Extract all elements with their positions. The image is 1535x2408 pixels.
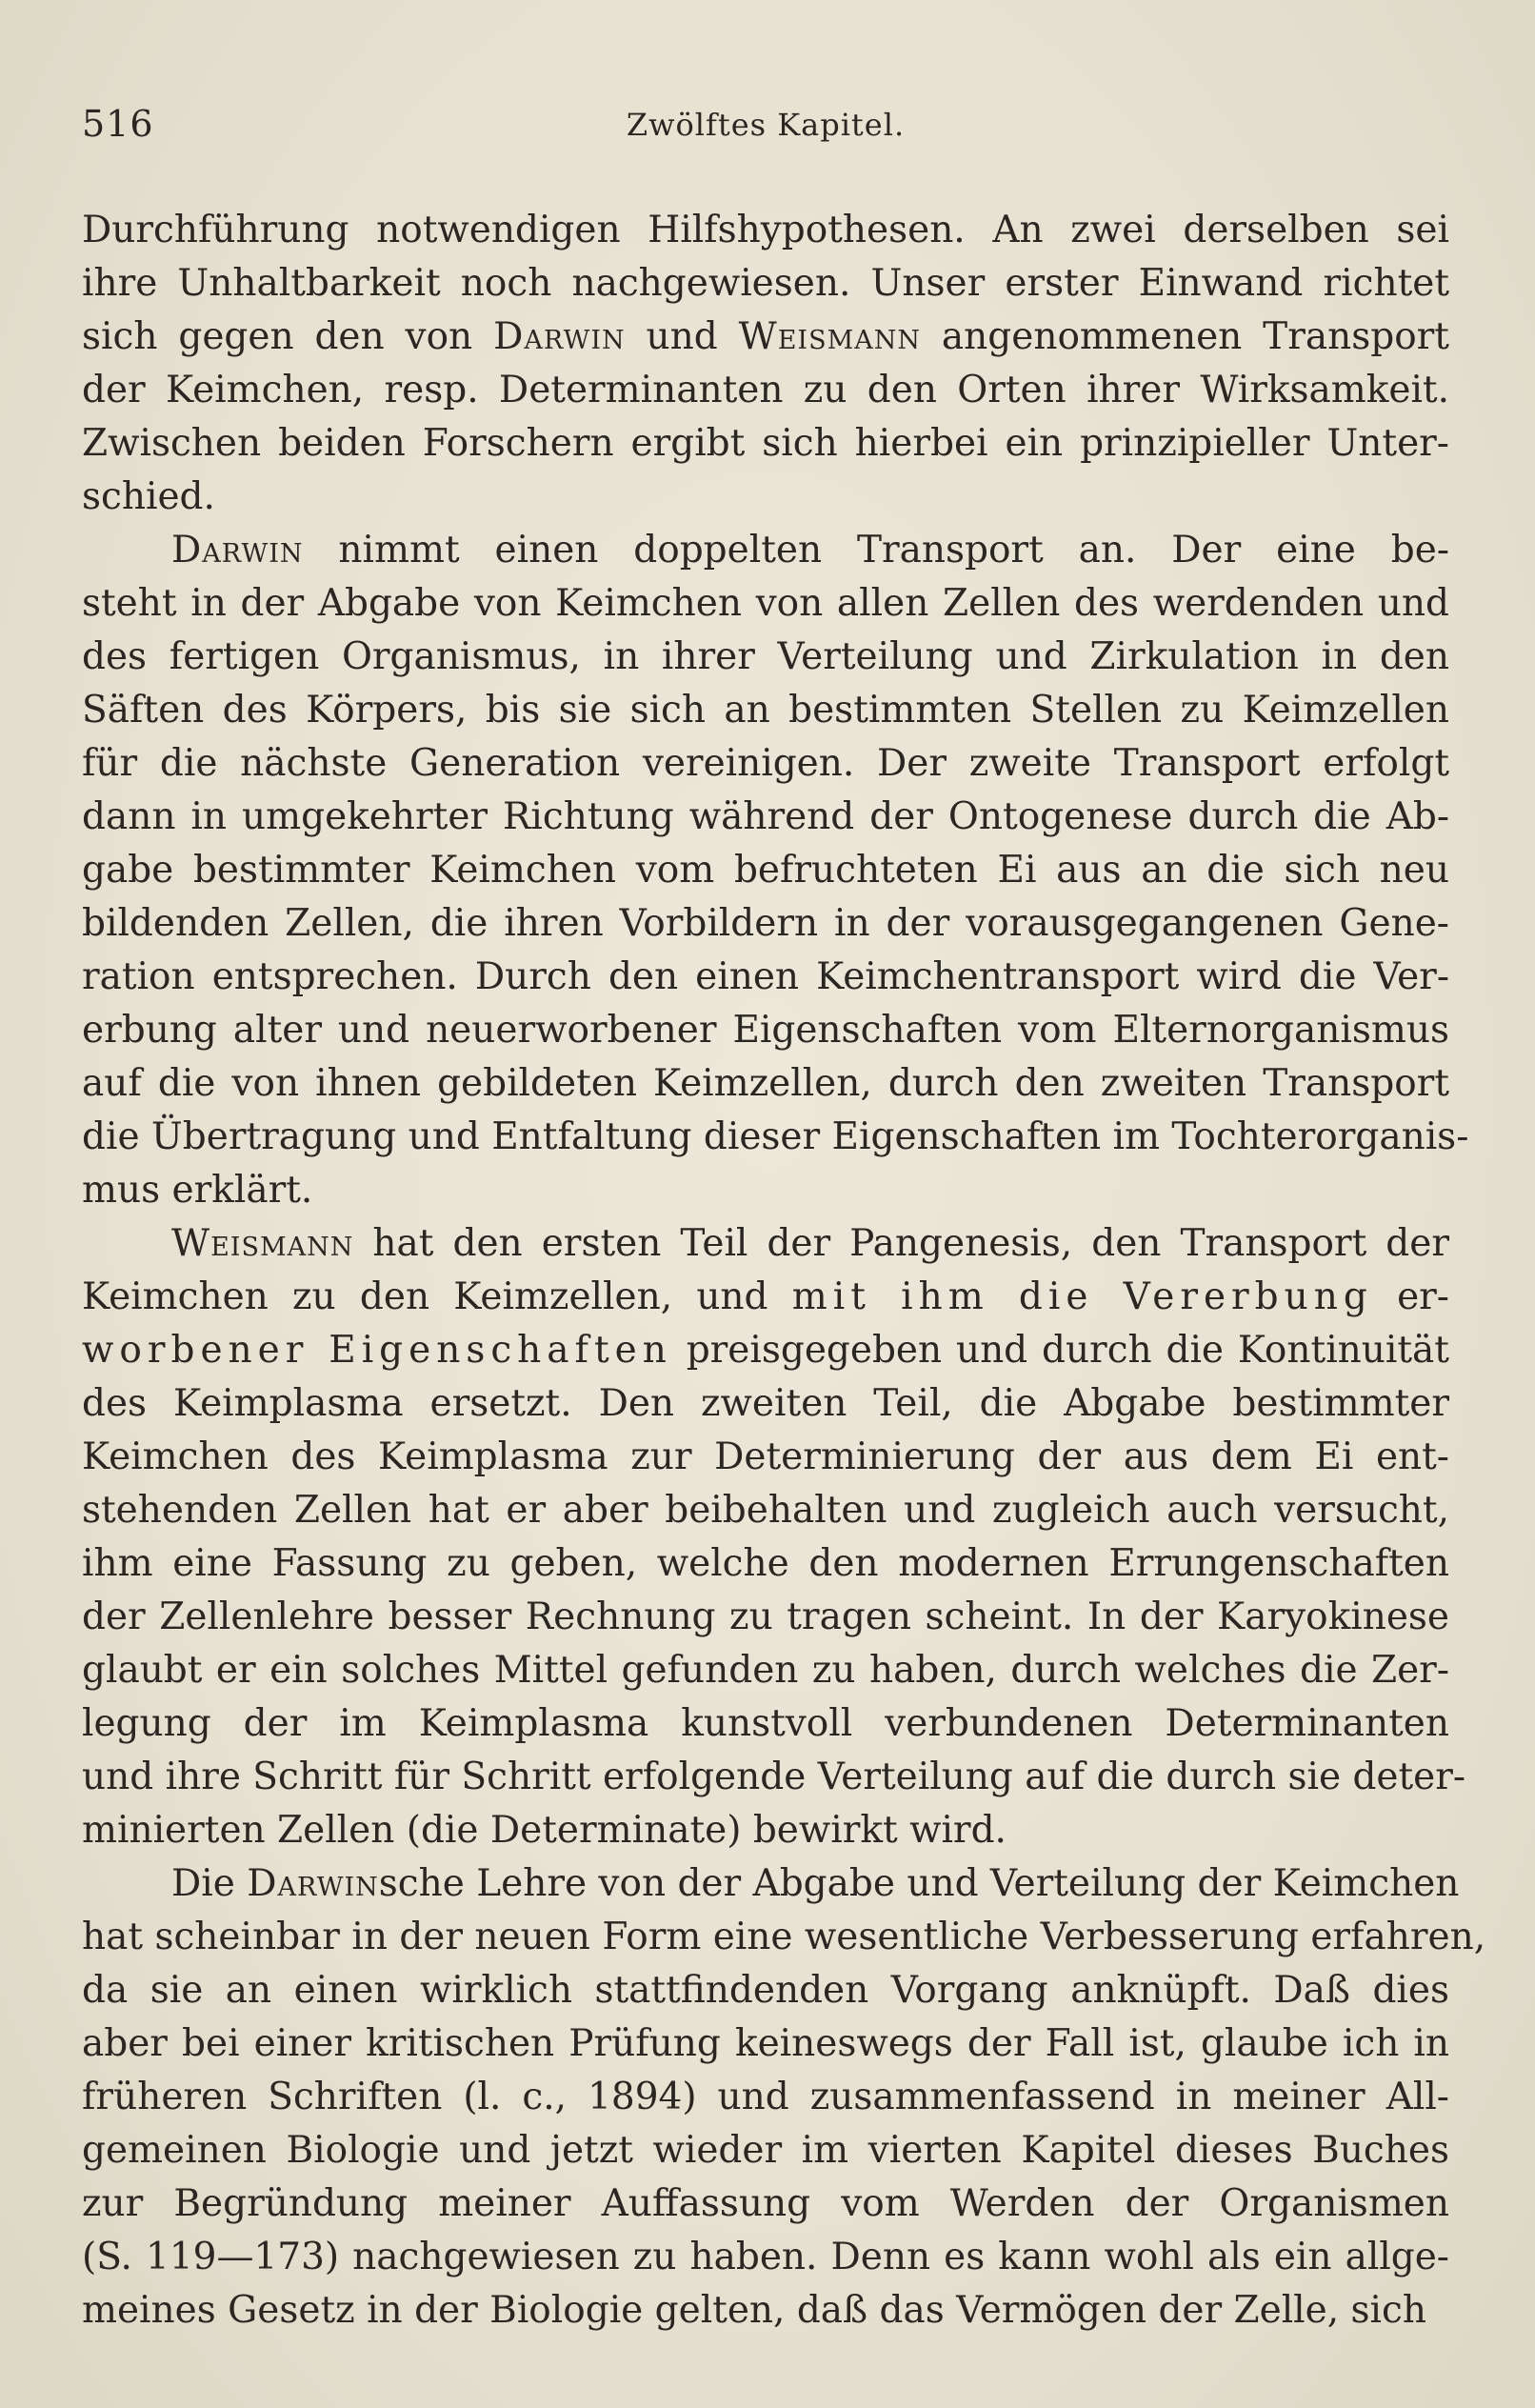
text-segment: Durchführung notwendigen Hilfshypothesen. An zwei derselben sei — [82, 209, 1449, 251]
author-name: Darwin — [171, 529, 304, 572]
text-segment: der Zellenlehre besser Rechnung zu tragen scheint. In der Karyokinese — [82, 1595, 1449, 1638]
paragraph — [82, 204, 1449, 524]
text-line — [82, 684, 1449, 737]
text-line — [82, 1271, 1449, 1324]
text-segment: schied. — [82, 475, 215, 518]
text-segment: früheren Schriften (l. c., 1894) und zusammenfassend in meiner All- — [82, 2076, 1449, 2118]
text-line — [82, 2017, 1449, 2071]
text-segment: Zwischen beiden Forschern ergibt sich hierbei ein prinzipieller Unter- — [82, 422, 1449, 465]
text-segment: auf die von ihnen gebildeten Keimzellen, durch den zweiten Transport — [82, 1062, 1449, 1105]
text-line — [82, 1911, 1486, 1964]
text-line — [82, 1591, 1449, 1644]
text-line — [82, 311, 1449, 364]
text-segment: Die — [171, 1862, 248, 1905]
running-title: Zwölftes Kapitel. — [626, 107, 906, 143]
author-name: Darwin — [493, 315, 626, 358]
emphasis-text: mit ihm die Vererbung — [791, 1275, 1373, 1318]
text-line — [82, 524, 1449, 577]
text-segment: (S. 119—173) nachgewiesen zu haben. Denn es kann wohl als ein allge- — [82, 2236, 1449, 2278]
text-segment: hat den ersten Teil der Pangenesis, den Transport der — [353, 1222, 1449, 1265]
text-line — [82, 1057, 1449, 1111]
text-segment: angenommenen Transport — [921, 315, 1449, 358]
text-segment: minierten Zellen (die Determinate) bewirkt wird. — [82, 1809, 1007, 1852]
text-segment: gabe bestimmter Keimchen vom befruchteten Ei aus an die sich neu — [82, 849, 1449, 892]
text-line — [82, 1217, 1449, 1271]
text-line — [82, 1377, 1449, 1431]
text-segment: dann in umgekehrter Richtung während der Ontogenese durch die Ab- — [82, 795, 1449, 838]
text-line — [82, 951, 1449, 1004]
text-line — [82, 2124, 1449, 2177]
text-line — [82, 1751, 1466, 1804]
text-line — [82, 737, 1449, 791]
text-segment: ihre Unhaltbarkeit noch nachgewiesen. Unser erster Einwand richtet — [82, 262, 1449, 305]
text-segment: da sie an einen wirklich stattfindenden Vorgang anknüpft. Daß dies — [82, 1969, 1449, 2012]
text-segment: des Keimplasma ersetzt. Den zweiten Teil, die Abgabe bestimmter — [82, 1382, 1449, 1425]
text-segment: und — [625, 315, 739, 358]
page-number: 516 — [82, 103, 154, 145]
text-line — [82, 1111, 1469, 1164]
text-line — [82, 897, 1449, 951]
text-line — [82, 1697, 1449, 1751]
text-line — [82, 2231, 1449, 2284]
text-segment: Keimchen zu den Keimzellen, und — [82, 1275, 792, 1318]
text-segment: für die nächste Generation vereinigen. Der zweite Transport erfolgt — [82, 742, 1449, 785]
text-line — [82, 577, 1449, 631]
text-segment: Säften des Körpers, bis sie sich an bestimmten Stellen zu Keimzellen — [82, 689, 1449, 732]
text-segment: legung der im Keimplasma kunstvoll verbundenen Determinanten — [82, 1702, 1449, 1745]
text-segment: meines Gesetz in der Biologie gelten, daß das Vermögen der Zelle, sich — [82, 2289, 1426, 2332]
text-line — [82, 1164, 1449, 1217]
author-name: Weismann — [738, 315, 921, 358]
text-line — [82, 417, 1449, 471]
text-segment: nimmt einen doppelten Transport an. Der eine be- — [303, 529, 1449, 572]
text-segment: stehenden Zellen hat er aber beibehalten und zugleich auch versucht, — [82, 1489, 1449, 1532]
text-line — [82, 2071, 1449, 2124]
text-segment: zur Begründung meiner Auffassung vom Werden der Organismen — [82, 2182, 1449, 2225]
text-segment: er- — [1372, 1275, 1449, 1318]
text-segment: hat scheinbar in der neuen Form eine wesentliche Verbesserung erfahren, — [82, 1916, 1486, 1958]
text-line — [82, 1857, 1460, 1911]
text-segment: ihm eine Fassung zu geben, welche den modernen Errungenschaften — [82, 1542, 1449, 1585]
text-line — [82, 1644, 1449, 1697]
text-segment: und ihre Schritt für Schritt erfolgende Verteilung auf die durch sie deter- — [82, 1756, 1466, 1798]
author-name: Weismann — [171, 1222, 354, 1265]
text-segment: preisgegeben und durch die Kontinuität — [671, 1329, 1449, 1372]
text-segment: glaubt er ein solches Mittel gefunden zu haben, durch welches die Zer- — [82, 1649, 1449, 1692]
text-line — [82, 844, 1449, 897]
text-line — [82, 1004, 1449, 1057]
text-segment: aber bei einer kritischen Prüfung keineswegs der Fall ist, glaube ich in — [82, 2022, 1449, 2065]
text-segment: erbung alter und neuerworbener Eigenschaften vom Elternorganismus — [82, 1009, 1449, 1052]
text-line — [82, 1804, 1449, 1857]
text-segment: des fertigen Organismus, in ihrer Verteilung und Zirkulation in den — [82, 635, 1449, 678]
text-segment: sich gegen den von — [82, 315, 494, 358]
text-segment: gemeinen Biologie und jetzt wieder im vierten Kapitel dieses Buches — [82, 2129, 1449, 2172]
text-segment: bildenden Zellen, die ihren Vorbildern in der vorausgegangenen Gene- — [82, 902, 1449, 945]
text-segment: der Keimchen, resp. Determinanten zu den Orten ihrer Wirksamkeit. — [82, 369, 1449, 411]
text-line — [82, 204, 1449, 257]
text-segment: steht in der Abgabe von Keimchen von allen Zellen des werdenden und — [82, 582, 1449, 625]
paragraph — [82, 1217, 1466, 1857]
text-line — [82, 1431, 1449, 1484]
text-line — [82, 1324, 1449, 1377]
text-line — [82, 631, 1449, 684]
text-line — [82, 2177, 1449, 2231]
text-line — [82, 257, 1449, 311]
author-name: Darwin — [247, 1862, 379, 1905]
page-header — [82, 103, 1449, 160]
text-segment: ration entsprechen. Durch den einen Keimchentransport wird die Ver- — [82, 955, 1449, 998]
text-line — [82, 1484, 1449, 1537]
text-line — [82, 2284, 1449, 2338]
text-segment: Keimchen des Keimplasma zur Determinierung der aus dem Ei ent- — [82, 1435, 1449, 1478]
emphasis-text: worbener Eigenschaften — [82, 1329, 672, 1372]
text-line — [82, 791, 1449, 844]
text-line — [82, 471, 1449, 524]
body-text — [82, 204, 1486, 2338]
text-segment: mus erklärt. — [82, 1169, 313, 1212]
text-segment: die Übertragung und Entfaltung dieser Eigenschaften im Tochterorganis- — [82, 1115, 1469, 1158]
paragraph — [82, 1857, 1486, 2338]
text-line — [82, 1964, 1449, 2017]
text-line — [82, 1537, 1449, 1591]
text-segment: sche Lehre von der Abgabe und Verteilung der Keimchen — [378, 1862, 1460, 1905]
paragraph — [82, 524, 1469, 1217]
text-line — [82, 364, 1449, 417]
